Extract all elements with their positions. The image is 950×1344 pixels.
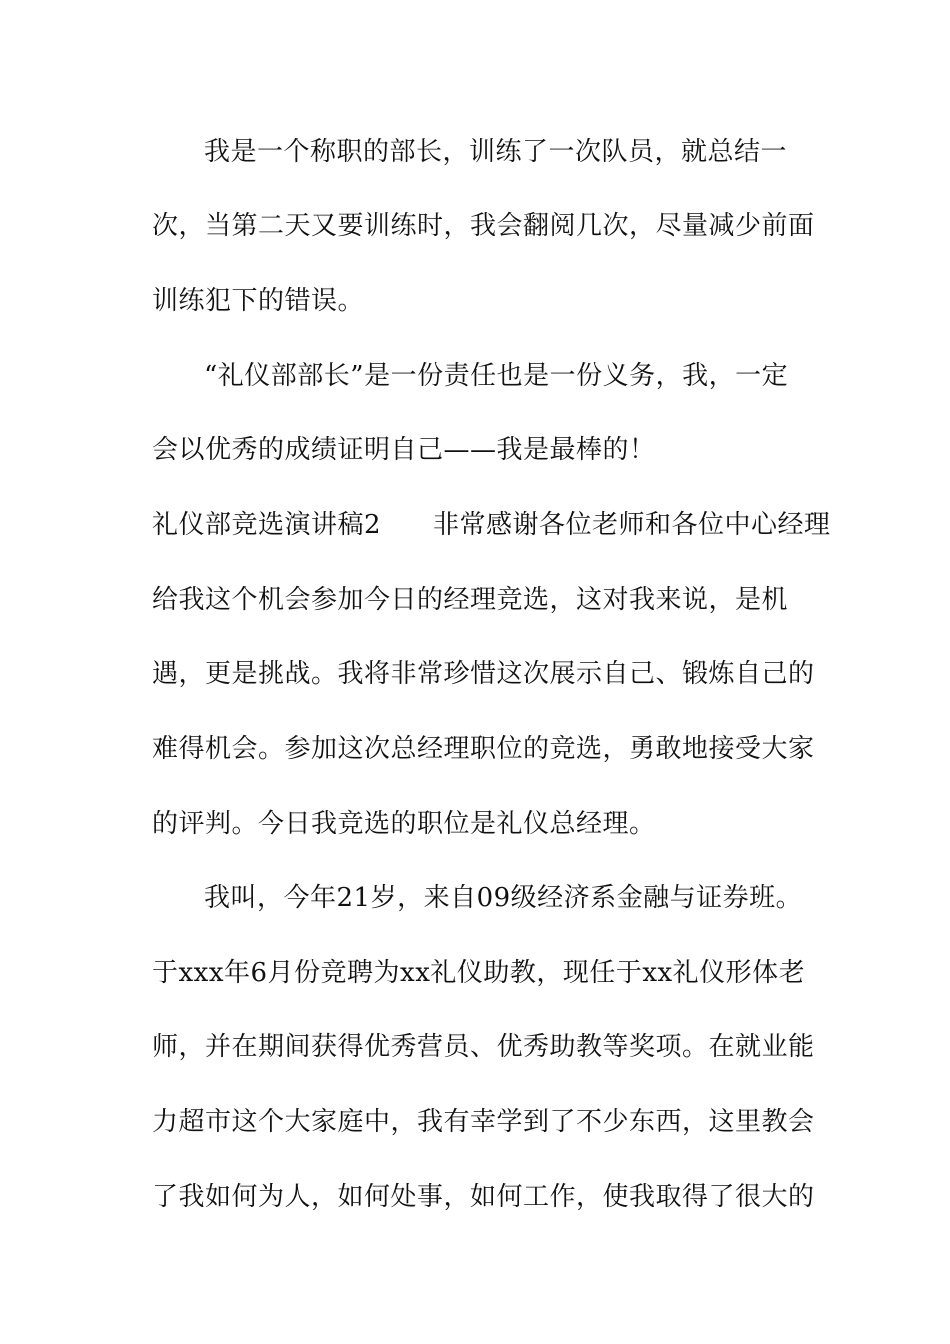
paragraph-line: 了我如何为人，如何处事，如何工作，使我取得了很大的: [152, 1182, 815, 1212]
paragraph-line: 于xxx年6月份竞聘为xx礼仪助教，现任于xx礼仪形体老: [152, 958, 806, 988]
paragraph-line: 的评判。今日我竞选的职位是礼仪总经理。: [152, 809, 656, 839]
paragraph-line: 难得机会。参加这次总经理职位的竞选，勇敢地接受大家: [152, 734, 815, 764]
paragraph-line: 给我这个机会参加今日的经理竞选，这对我来说，是机: [152, 585, 789, 615]
paragraph-line: 遇，更是挑战。我将非常珍惜这次展示自己、锻炼自己的: [152, 659, 815, 689]
paragraph-line: 力超市这个大家庭中，我有幸学到了不少东西，这里教会: [152, 1107, 815, 1137]
paragraph-line: 训练犯下的错误。: [152, 286, 365, 316]
paragraph-line: 我叫，今年21岁，来自09级经济系金融与证券班。: [204, 883, 803, 913]
paragraph-line: 师，并在期间获得优秀营员、优秀助教等奖项。在就业能: [152, 1032, 815, 1062]
section-heading-line: [152, 509, 831, 541]
section-heading: 礼仪部竞选演讲稿2: [152, 510, 382, 540]
paragraph-line: “礼仪部部长”是一份责任也是一份义务，我，一定: [204, 361, 789, 391]
paragraph-line: 会以优秀的成绩证明自己——我是最棒的！: [152, 435, 656, 465]
paragraph-start: 非常感谢各位老师和各位中心经理: [433, 510, 831, 540]
paragraph-line: 我是一个称职的部长，训练了一次队员，就总结一: [204, 137, 788, 167]
paragraph-line: 次，当第二天又要训练时，我会翻阅几次，尽量减少前面: [152, 211, 815, 241]
